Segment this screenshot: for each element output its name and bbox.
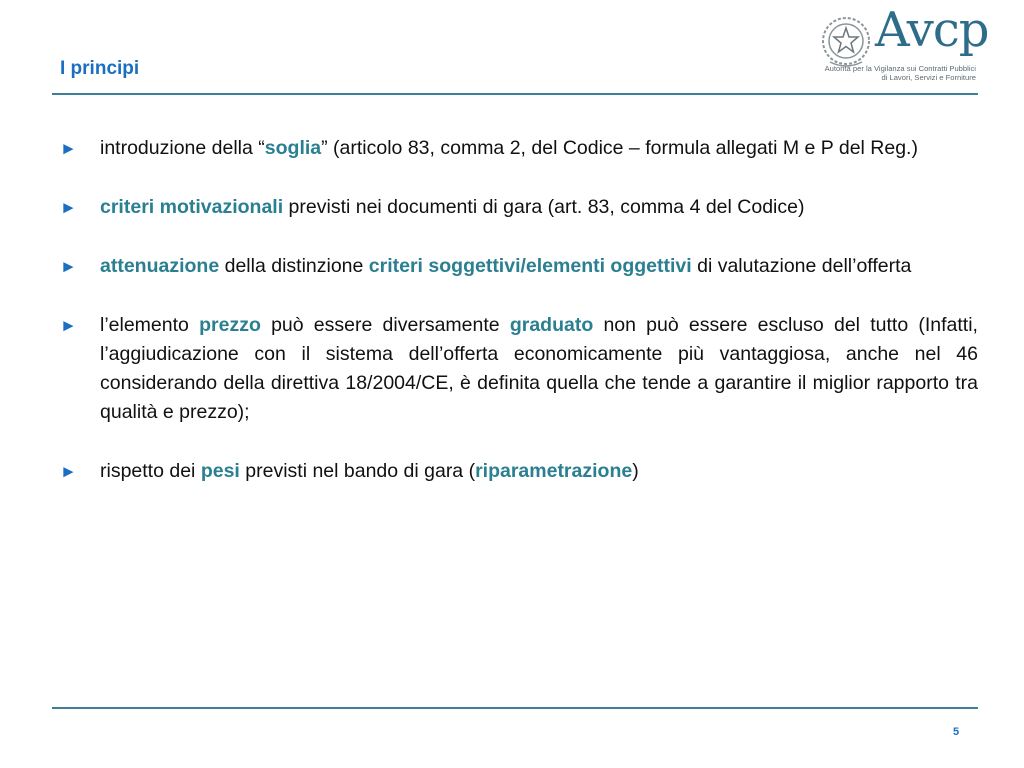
bullet-text: ): [632, 460, 639, 482]
arrow-bullet-icon: ►: [60, 462, 77, 481]
highlight-term: criteri soggettivi/elementi oggettivi: [368, 255, 692, 277]
bullet-text: ” (articolo 83, comma 2, del Codice – formula allegati M e P del Reg.): [321, 137, 918, 159]
bullet-text: previsti nei documenti di gara (art. 83, comma 4 del Codice): [283, 196, 805, 218]
highlight-term: soglia: [264, 137, 322, 159]
bullet-text: della distinzione: [219, 255, 369, 277]
list-item: [60, 193, 978, 222]
header-divider: [52, 93, 978, 95]
avcp-logo: [820, 2, 1010, 88]
highlight-term: riparametrazione: [475, 460, 633, 482]
footer-divider: [52, 707, 978, 709]
arrow-bullet-icon: ►: [60, 316, 77, 335]
highlight-term: graduato: [509, 314, 594, 336]
list-item: [60, 252, 978, 281]
bullet-text: l’elemento: [100, 314, 200, 336]
bullet-text: di valutazione dell’offerta: [691, 255, 912, 277]
bullet-text: previsti nel bando di gara (: [239, 460, 476, 482]
list-item: [60, 457, 978, 486]
tagline-line-2: di Lavori, Servizi e Forniture: [881, 73, 976, 82]
arrow-bullet-icon: ►: [60, 139, 77, 158]
bullet-text: non può essere escluso del tutto (Infatti, l’aggiudicazione con il sistema dell’offerta economicamente più vantaggiosa, anche nel 46 considerando della direttiva 18/2004/CE, è definita quella che tende a garantire il miglior rapporto tra qualità e prezzo);: [100, 314, 978, 423]
highlight-term: attenuazione: [100, 255, 220, 277]
highlight-term: pesi: [200, 460, 240, 482]
arrow-bullet-icon: ►: [60, 257, 77, 276]
highlight-term: criteri motivazionali: [100, 196, 284, 218]
bullet-list: [60, 134, 978, 516]
bullet-text: può essere diversamente: [260, 314, 510, 336]
bullet-text: introduzione della “: [100, 137, 265, 159]
highlight-term: prezzo: [199, 314, 261, 336]
arrow-bullet-icon: ►: [60, 198, 77, 217]
logo-tagline: [820, 64, 976, 82]
list-item: [60, 311, 978, 427]
list-item: [60, 134, 978, 163]
page-number: 5: [953, 726, 960, 738]
page-title: I principi: [60, 58, 140, 79]
logo-wordmark: Avcp: [875, 2, 989, 58]
tagline-line-1: Autorità per la Vigilanza sui Contratti Pubblici: [824, 64, 976, 73]
emblem-icon: [820, 14, 872, 70]
bullet-text: rispetto dei: [100, 460, 201, 482]
